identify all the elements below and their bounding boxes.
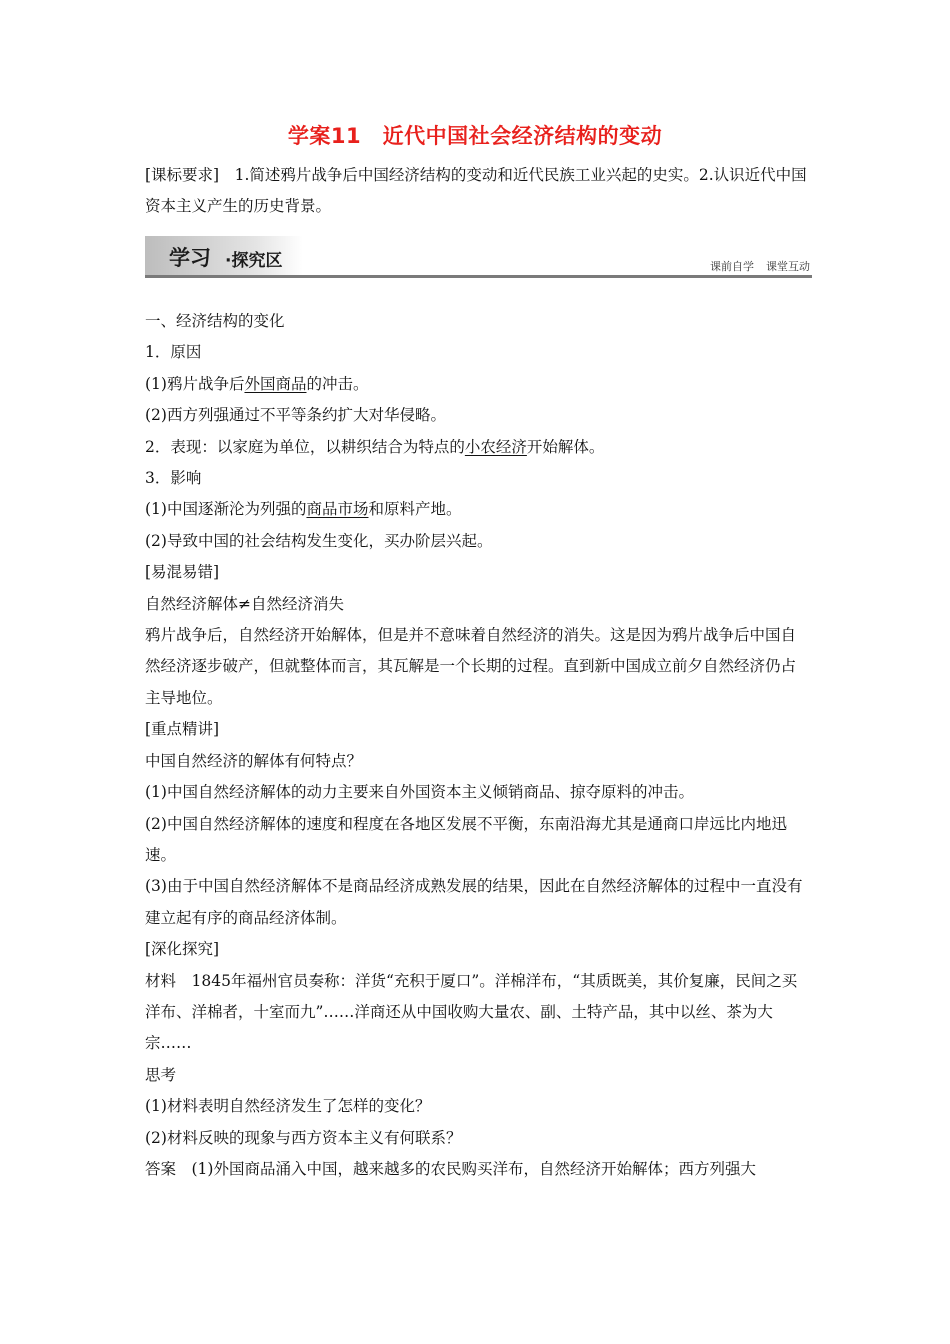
think-question-1: (1)材料表明自然经济发生了怎样的变化？	[145, 1097, 431, 1116]
material-paragraph: 材料 1845年福州官员奏称：洋货“充积于厦口”。洋棉洋布，“其质既美，其价复廉，民间之买洋布、洋棉者，十室而九”……洋商还从中国收购大量农、副、土特产品，其中以丝、茶为大宗……	[145, 971, 798, 1053]
think-heading: 思考	[145, 1065, 177, 1084]
blank-answer: 外国商品	[244, 374, 307, 393]
banner-title: 学习	[169, 246, 211, 270]
subheading-impact: 3．影响	[145, 469, 202, 488]
key-point-2: (2)中国自然经济解体的速度和程度在各地区发展不平衡，东南沿海尤其是通商口岸远比内地迅速。	[145, 814, 787, 864]
banner-divider	[145, 275, 812, 278]
banner-tag-class: 课堂互动	[766, 260, 810, 273]
performance-item: 2．表现：以家庭为单位，以耕织结合为特点的小农经济开始解体。	[145, 437, 605, 456]
blank-answer: 商品市场	[306, 500, 369, 519]
impact-item-2: (2)导致中国的社会结构发生变化，买办阶层兴起。	[145, 531, 493, 550]
key-point-1: (1)中国自然经济解体的动力主要来自外国资本主义倾销商品、掠夺原料的冲击。	[145, 783, 694, 802]
impact-item-1: (1)中国逐渐沦为列强的商品市场和原料产地。	[145, 500, 462, 519]
key-question: 中国自然经济的解体有何特点？	[145, 751, 363, 770]
think-question-2: (2)材料反映的现象与西方资本主义有何联系？	[145, 1128, 462, 1147]
cause-item-1: (1)鸦片战争后外国商品的冲击。	[145, 374, 369, 393]
banner-subtitle: ·探究区	[225, 251, 283, 271]
section-heading: 一、经济结构的变化	[145, 312, 285, 330]
tag-deep-inquiry: [深化探究]	[145, 940, 220, 959]
confusion-heading: 自然经济解体≠自然经济消失	[145, 594, 344, 613]
subheading-cause: 1．原因	[145, 343, 202, 362]
page-title: 学案11 近代中国社会经济结构的变动	[287, 124, 663, 148]
document-body	[145, 306, 810, 1185]
banner-tags	[710, 258, 810, 274]
key-point-3: (3)由于中国自然经济解体不是商品经济成熟发展的结果，因此在自然经济解体的过程中一直没有建立起有序的商品经济体制。	[145, 877, 803, 927]
banner-tag-preview: 课前自学	[710, 260, 754, 273]
curriculum-requirement: [课标要求] 1.简述鸦片战争后中国经济结构的变动和近代民族工业兴起的史实。2.认识近代中国资本主义产生的历史背景。	[145, 166, 807, 215]
cause-item-2: (2)西方列强通过不平等条约扩大对华侵略。	[145, 406, 446, 425]
section-banner	[145, 236, 812, 278]
tag-confusion: [易混易错]	[145, 563, 220, 582]
answer-paragraph: 答案 (1)外国商品涌入中国，越来越多的农民购买洋布，自然经济开始解体；西方列强大	[145, 1159, 756, 1178]
blank-answer: 小农经济	[464, 437, 527, 456]
tag-key-points: [重点精讲]	[145, 720, 220, 739]
confusion-paragraph: 鸦片战争后，自然经济开始解体，但是并不意味着自然经济的消失。这是因为鸦片战争后中国自然经济逐步破产，但就整体而言，其瓦解是一个长期的过程。直到新中国成立前夕自然经济仍占主导地位。	[145, 626, 797, 707]
